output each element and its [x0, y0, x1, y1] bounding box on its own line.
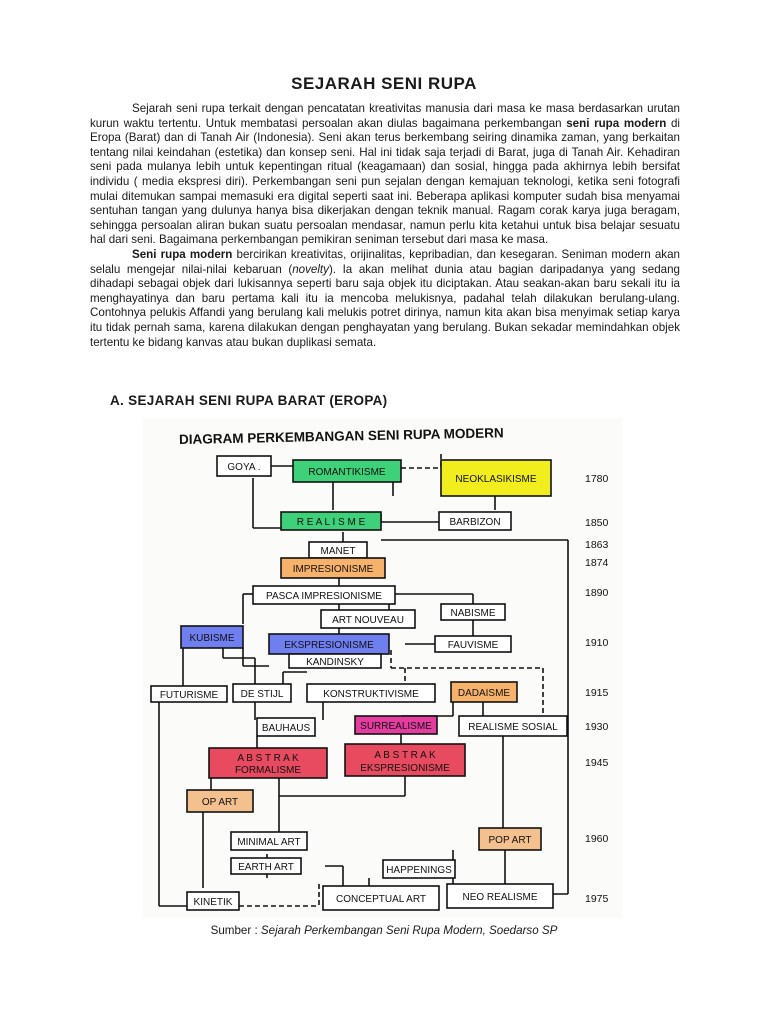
- paragraph-2: Seni rupa modern bercirikan kreativitas, orijinalitas, kepribadian, dan kesegaran. Seniman modern akan selalu mengejar nilai-nilai kebaruan (novelty). Ia akan melihat dunia atau bagian daripadanya yang sedang dihadapi sebagai objek dari lukisannya seperti baru saja objek itu diciptakan. Atau seakan-akan baru sekali itu ia menghayatinya dan baru pertama kali itu ia mencoba melukisnya, padahal telah dilakukan berulang-ulang. Contohnya pelukis Affandi yang berulang kali melukis potret dirinya, namun kita akan bisa menyimak setiap karya itu tidak pernah sama, karena dilakukan dengan penghayatan yang berulang. Bukan sekadar memindahkan objek tertentu ke bidang kanvas atau bukan duplikasi semata.: [90, 247, 681, 349]
- svg-text:EKSPRESIONISME: EKSPRESIONISME: [360, 763, 450, 774]
- node-manet: [309, 542, 367, 558]
- svg-text:EKSPRESIONISME: EKSPRESIONISME: [284, 640, 374, 651]
- diagram-svg: [143, 418, 623, 918]
- node-fauvisme: [435, 636, 511, 652]
- node-minimal-art: [231, 832, 307, 850]
- node-de-stijl: [233, 684, 291, 702]
- svg-text:NEO REALISME: NEO REALISME: [462, 892, 538, 903]
- svg-text:GOYA .: GOYA .: [227, 462, 261, 473]
- svg-text:FORMALISME: FORMALISME: [234, 765, 302, 776]
- svg-text:NABISME: NABISME: [450, 608, 496, 619]
- year-1780: 1780: [585, 473, 609, 485]
- svg-text:REALISME SOSIAL: REALISME SOSIAL: [468, 722, 558, 733]
- node-abstrak-ekspresionisme: [345, 744, 465, 776]
- year-1910: 1910: [585, 637, 609, 649]
- node-ekspresionisme: [269, 634, 389, 654]
- node-op-art: [187, 790, 253, 812]
- node-conceptual-art: [323, 886, 439, 910]
- node-pop-art: [479, 828, 541, 850]
- node-kandinsky: [289, 654, 381, 668]
- node-neo-realisme: [447, 884, 553, 908]
- svg-text:CONCEPTUAL ART: CONCEPTUAL ART: [335, 894, 427, 905]
- svg-text:NEOKLASIKISME: NEOKLASIKISME: [455, 474, 537, 485]
- year-1945: 1945: [585, 757, 609, 769]
- year-1863: 1863: [585, 539, 609, 551]
- body-text: [90, 102, 680, 350]
- node-barbizon: [439, 512, 511, 530]
- node-dadaisme: [451, 682, 517, 702]
- node-neoklasikisme: [441, 460, 551, 496]
- page-title: SEJARAH SENI RUPA: [291, 74, 477, 93]
- svg-text:ART NOUVEAU: ART NOUVEAU: [332, 615, 404, 626]
- node-abstrak-formalisme: [209, 748, 327, 778]
- node-bauhaus: [257, 718, 315, 736]
- art-history-diagram: [143, 418, 623, 918]
- svg-text:R E A L I S M E: R E A L I S M E: [296, 517, 366, 528]
- svg-text:KONSTRUKTIVISME: KONSTRUKTIVISME: [323, 689, 419, 700]
- svg-text:KUBISME: KUBISME: [189, 633, 235, 644]
- node-surrealisme: [355, 716, 437, 734]
- svg-text:KANDINSKY: KANDINSKY: [306, 657, 364, 668]
- diagram-title: DIAGRAM PERKEMBANGAN SENI RUPA MODERN: [178, 425, 504, 448]
- node-realisme-sosial: [459, 716, 567, 736]
- node-nabisme: [441, 604, 505, 620]
- svg-text:ROMANTIKISME: ROMANTIKISME: [308, 467, 386, 478]
- node-earth-art: [231, 858, 301, 874]
- svg-text:FUTURISME: FUTURISME: [159, 690, 219, 701]
- svg-text:KINETIK: KINETIK: [193, 897, 233, 908]
- year-1975: 1975: [585, 893, 609, 905]
- svg-text:DADAISME: DADAISME: [457, 688, 511, 699]
- svg-text:DE STIJL: DE STIJL: [240, 689, 284, 700]
- paragraph-1: Sejarah seni rupa terkait dengan pencatatan kreativitas manusia dari masa ke masa berdasarkan urutan kurun waktu tertentu. Untuk membatasi persoalan akan diulas bagaimana perkembangan seni rupa modern di Eropa (Barat) dan di Tanah Air (Indonesia). Seni akan terus berkembang seiring dinamika zaman, yang berkaitan tentang nilai keindahan (estetika) dan konsep seni. Hal ini tidak saja terjadi di Barat, juga di Tanah Air. Kehadiran seni pada mulanya lebih untuk kepentingan ritual (keagamaan) dan sosial, hingga pada akhirnya lebih bersifat individu ( media ekspresi diri). Perkembangan seni pun sejalan dengan kemajuan teknologi, ketika seni fotografi mulai ditemukan sampai memasuki era digital seperti saat ini. Beberapa aplikasi komputer sudah bisa menyamai sentuhan tangan yang dulunya hanya bisa dikerjakan dengan teknik manual. Ragam corak karya juga beragam, sehingga persoalan aliran bukan suatu persoalan mendasar, namun perlu kita ketahui untuk bisa belajar sesuatu hal dari seni. Bagaimana perkembangan pemikiran seniman tersebut dari masa ke masa.: [90, 102, 681, 247]
- svg-text:A B S T R A K: A B S T R A K: [237, 753, 299, 764]
- svg-text:BAUHAUS: BAUHAUS: [261, 723, 311, 734]
- figure-caption: Sumber : Sejarah Perkembangan Seni Rupa Modern, Soedarso SP: [210, 924, 558, 937]
- svg-text:FAUVISME: FAUVISME: [447, 640, 499, 651]
- section-heading: A. SEJARAH SENI RUPA BARAT (EROPA): [110, 393, 388, 408]
- svg-text:HAPPENINGS: HAPPENINGS: [386, 865, 452, 876]
- node-happenings: [383, 860, 455, 878]
- year-1930: 1930: [585, 721, 609, 733]
- node-art-nouveau: [321, 610, 415, 628]
- svg-text:POP ART: POP ART: [488, 835, 532, 846]
- year-1960: 1960: [585, 833, 609, 845]
- svg-text:BARBIZON: BARBIZON: [449, 517, 501, 528]
- svg-text:SURREALISME: SURREALISME: [360, 721, 432, 732]
- svg-text:EARTH ART: EARTH ART: [238, 862, 294, 873]
- node-konstruktivisme: [307, 684, 435, 702]
- node-impresionisme: [281, 558, 385, 578]
- node-goya: [217, 456, 271, 476]
- svg-text:MINIMAL ART: MINIMAL ART: [237, 837, 301, 848]
- node-pasca-impresionisme: [253, 586, 395, 604]
- svg-text:A B S T R A K: A B S T R A K: [374, 750, 436, 761]
- node-romantikisme: [293, 460, 401, 482]
- year-1850: 1850: [585, 517, 609, 529]
- svg-text:IMPRESIONISME: IMPRESIONISME: [292, 564, 374, 575]
- node-futurisme: [151, 686, 227, 702]
- year-1915: 1915: [585, 687, 609, 699]
- year-1890: 1890: [585, 587, 609, 599]
- year-axis: [585, 473, 609, 905]
- svg-text:PASCA IMPRESIONISME: PASCA IMPRESIONISME: [266, 591, 382, 602]
- year-1874: 1874: [585, 557, 609, 569]
- node-realisme: [281, 512, 381, 530]
- svg-text:OP ART: OP ART: [201, 797, 239, 808]
- svg-text:MANET: MANET: [320, 546, 356, 557]
- node-kubisme: [181, 626, 243, 648]
- node-kinetik: [187, 892, 239, 910]
